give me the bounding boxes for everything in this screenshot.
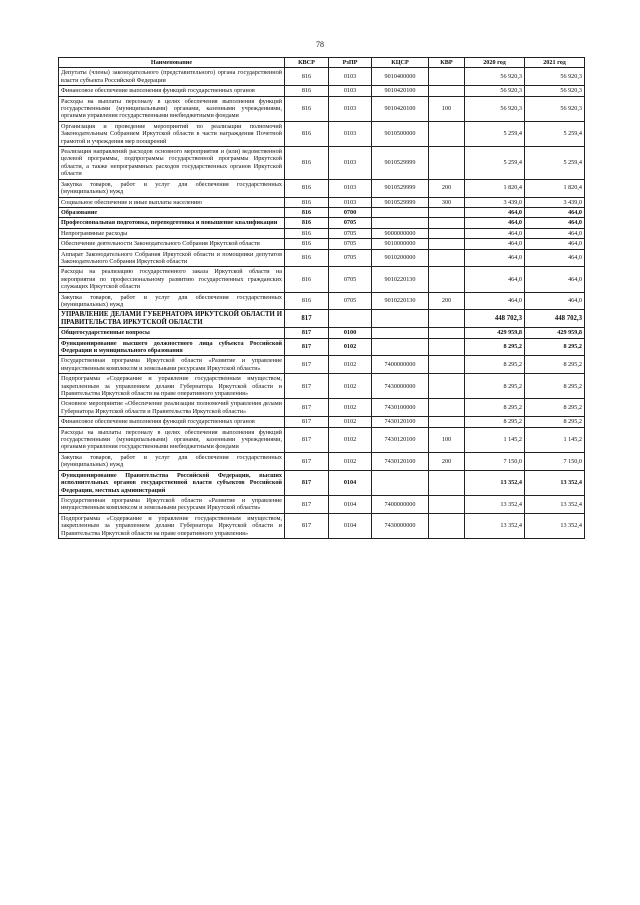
- cell-kvr: 100: [429, 427, 465, 452]
- cell-name: Закупка товаров, работ и услуг для обеспечения государственных (муниципальных) нужд: [59, 292, 285, 310]
- cell-rzpr: 0705: [329, 267, 372, 292]
- cell-2020: 464,0: [465, 292, 525, 310]
- cell-name: Расходы на выплаты персоналу в целях обеспечения выполнения функций государственными (муниципальными) органами, казенными учреждениями, органами управления государственными внебюджетными фондами: [59, 427, 285, 452]
- cell-2021: 56 920,3: [525, 86, 585, 96]
- cell-kvr: [429, 356, 465, 374]
- cell-kcsr: 7430100000: [372, 399, 429, 417]
- cell-kvsr: 816: [285, 121, 329, 146]
- cell-kvr: [429, 121, 465, 146]
- cell-rzpr: 0705: [329, 239, 372, 249]
- cell-2020: 13 352,4: [465, 513, 525, 538]
- header-rzpr: РзПР: [329, 58, 372, 68]
- cell-kvr: 200: [429, 452, 465, 470]
- cell-2021: 5 259,4: [525, 147, 585, 180]
- cell-2020: 1 145,2: [465, 427, 525, 452]
- cell-kvr: [429, 470, 465, 495]
- header-kvr: КВР: [429, 58, 465, 68]
- cell-kvr: [429, 310, 465, 328]
- cell-kvsr: 816: [285, 179, 329, 197]
- cell-kcsr: 7430000000: [372, 374, 429, 399]
- cell-2021: 464,0: [525, 292, 585, 310]
- cell-2021: 5 259,4: [525, 121, 585, 146]
- cell-2021: 7 150,0: [525, 452, 585, 470]
- cell-kvsr: 816: [285, 147, 329, 180]
- cell-kvsr: 816: [285, 197, 329, 207]
- cell-kcsr: 9010220130: [372, 292, 429, 310]
- cell-kvsr: 817: [285, 452, 329, 470]
- cell-kvr: [429, 207, 465, 217]
- cell-2020: 464,0: [465, 207, 525, 217]
- cell-2021: 464,0: [525, 239, 585, 249]
- cell-2021: 464,0: [525, 218, 585, 228]
- cell-rzpr: 0103: [329, 96, 372, 121]
- cell-name: Реализация направлений расходов основного мероприятия и (или) ведомственной целевой программы, подпрограммы государственной программы Иркутской области, а также непрограммных расходов государственных органов Иркутской области: [59, 147, 285, 180]
- cell-kvsr: 816: [285, 68, 329, 86]
- table-header-row: [59, 58, 585, 68]
- header-kcsr: КЦСР: [372, 58, 429, 68]
- cell-2021: 56 920,3: [525, 96, 585, 121]
- cell-kvr: [429, 228, 465, 238]
- cell-name: Основное мероприятие «Обеспечение реализации полномочий управления делами Губернатора Иркутской области и Правительства Иркутской области»: [59, 399, 285, 417]
- cell-rzpr: 0103: [329, 179, 372, 197]
- cell-name: Функционирование Правительства Российской Федерации, высших исполнительных органов государственной власти субъектов Российской Федерации, местных администраций: [59, 470, 285, 495]
- table-row: [59, 310, 585, 328]
- table-row: [59, 86, 585, 96]
- cell-kcsr: [372, 310, 429, 328]
- cell-kvsr: 816: [285, 86, 329, 96]
- cell-kvsr: 816: [285, 207, 329, 217]
- cell-kvr: [429, 147, 465, 180]
- cell-name: Обеспечение деятельности Законодательного Собрания Иркутской области: [59, 239, 285, 249]
- cell-rzpr: 0700: [329, 207, 372, 217]
- cell-kcsr: 9010220130: [372, 267, 429, 292]
- cell-rzpr: 0104: [329, 495, 372, 513]
- cell-rzpr: 0103: [329, 68, 372, 86]
- cell-2020: 464,0: [465, 239, 525, 249]
- cell-2021: 8 295,2: [525, 356, 585, 374]
- cell-rzpr: 0103: [329, 86, 372, 96]
- cell-2020: 7 150,0: [465, 452, 525, 470]
- cell-2020: 8 295,2: [465, 417, 525, 427]
- table-row: [59, 328, 585, 338]
- cell-2021: 464,0: [525, 249, 585, 267]
- cell-kcsr: [372, 218, 429, 228]
- cell-kcsr: 9010529999: [372, 197, 429, 207]
- table-body: [59, 68, 585, 539]
- cell-kcsr: 9010000000: [372, 239, 429, 249]
- cell-kcsr: [372, 338, 429, 356]
- cell-2020: 56 920,3: [465, 68, 525, 86]
- cell-2021: 464,0: [525, 267, 585, 292]
- cell-2021: 8 295,2: [525, 374, 585, 399]
- cell-kcsr: 7400000000: [372, 495, 429, 513]
- table-row: [59, 374, 585, 399]
- cell-kcsr: 7430000000: [372, 513, 429, 538]
- cell-name: Расходы на выплаты персоналу в целях обеспечения выполнения функций государственными (муниципальными) органами, казенными учреждениями, органами управления государственными внебюджетными фондами: [59, 96, 285, 121]
- cell-rzpr: 0103: [329, 147, 372, 180]
- cell-kcsr: 9010200000: [372, 249, 429, 267]
- cell-kvr: 100: [429, 96, 465, 121]
- cell-name: Профессиональная подготовка, переподготовка и повышение квалификации: [59, 218, 285, 228]
- table-row: [59, 147, 585, 180]
- table-row: [59, 495, 585, 513]
- cell-2020: 8 295,2: [465, 338, 525, 356]
- table-row: [59, 249, 585, 267]
- cell-kvsr: 817: [285, 310, 329, 328]
- cell-kvr: [429, 328, 465, 338]
- cell-name: Расходы на реализацию государственного заказа Иркутской области на мероприятия по профессиональному развитию государственных гражданских служащих Иркутской области: [59, 267, 285, 292]
- cell-kcsr: 9010529999: [372, 179, 429, 197]
- cell-kvsr: 817: [285, 495, 329, 513]
- cell-kvsr: 816: [285, 218, 329, 228]
- cell-kvsr: 816: [285, 249, 329, 267]
- cell-kcsr: 7430120100: [372, 452, 429, 470]
- page-number: 78: [316, 40, 324, 49]
- table-row: [59, 356, 585, 374]
- cell-kvr: [429, 239, 465, 249]
- cell-name: Подпрограмма «Содержание и управление государственным имуществом, закрепленным за управлением делами Губернатора Иркутской области и Правительства Иркутской области на праве оперативного управления»: [59, 513, 285, 538]
- cell-name: Государственная программа Иркутской области «Развитие и управление имущественным комплексом и земельными ресурсами Иркутской области»: [59, 356, 285, 374]
- table-row: [59, 399, 585, 417]
- cell-kcsr: 9010420100: [372, 86, 429, 96]
- header-kvsr: КВСР: [285, 58, 329, 68]
- cell-rzpr: 0102: [329, 338, 372, 356]
- cell-2020: 56 920,3: [465, 96, 525, 121]
- header-2021: 2021 год: [525, 58, 585, 68]
- cell-kvr: [429, 399, 465, 417]
- table-row: [59, 239, 585, 249]
- cell-kvsr: 817: [285, 328, 329, 338]
- cell-2020: 464,0: [465, 228, 525, 238]
- cell-2020: 464,0: [465, 267, 525, 292]
- cell-kvr: [429, 338, 465, 356]
- cell-2020: 448 702,3: [465, 310, 525, 328]
- cell-kvsr: 816: [285, 96, 329, 121]
- cell-kcsr: 9010529999: [372, 147, 429, 180]
- cell-kcsr: 9010400000: [372, 68, 429, 86]
- cell-name: Закупка товаров, работ и услуг для обеспечения государственных (муниципальных) нужд: [59, 452, 285, 470]
- cell-2020: 429 959,8: [465, 328, 525, 338]
- cell-2021: 1 820,4: [525, 179, 585, 197]
- cell-2021: 448 702,3: [525, 310, 585, 328]
- table-row: [59, 470, 585, 495]
- table-row: [59, 96, 585, 121]
- table-row: [59, 68, 585, 86]
- cell-name: Депутаты (члены) законодательного (представительного) органа государственной власти субъекта Российской Федерации: [59, 68, 285, 86]
- cell-kvsr: 817: [285, 374, 329, 399]
- cell-2021: 13 352,4: [525, 470, 585, 495]
- cell-2021: 8 295,2: [525, 417, 585, 427]
- table-row: [59, 338, 585, 356]
- cell-kvr: 200: [429, 292, 465, 310]
- cell-2021: 13 352,4: [525, 495, 585, 513]
- cell-2021: 13 352,4: [525, 513, 585, 538]
- header-name: Наименование: [59, 58, 285, 68]
- cell-2020: 3 439,0: [465, 197, 525, 207]
- table-row: [59, 267, 585, 292]
- cell-rzpr: 0705: [329, 249, 372, 267]
- cell-kcsr: [372, 470, 429, 495]
- cell-kvr: [429, 68, 465, 86]
- cell-kvsr: 817: [285, 399, 329, 417]
- cell-2021: 3 439,0: [525, 197, 585, 207]
- cell-rzpr: [329, 310, 372, 328]
- cell-rzpr: 0102: [329, 452, 372, 470]
- cell-kvsr: 817: [285, 470, 329, 495]
- cell-2020: 13 352,4: [465, 470, 525, 495]
- cell-kcsr: 9010500000: [372, 121, 429, 146]
- cell-rzpr: 0104: [329, 470, 372, 495]
- cell-kvr: [429, 249, 465, 267]
- cell-kvr: [429, 417, 465, 427]
- table-row: [59, 179, 585, 197]
- cell-rzpr: 0102: [329, 427, 372, 452]
- cell-kvr: [429, 513, 465, 538]
- budget-table: [58, 57, 585, 539]
- cell-name: Функционирование высшего должностного лица субъекта Российской Федерации и муниципального образования: [59, 338, 285, 356]
- table-row: [59, 452, 585, 470]
- table-row: [59, 121, 585, 146]
- cell-kcsr: 9000000000: [372, 228, 429, 238]
- cell-2020: 464,0: [465, 249, 525, 267]
- cell-name: Финансовое обеспечение выполнения функций государственных органов: [59, 86, 285, 96]
- table-row: [59, 427, 585, 452]
- cell-kvsr: 817: [285, 356, 329, 374]
- cell-kvsr: 817: [285, 427, 329, 452]
- cell-rzpr: 0102: [329, 356, 372, 374]
- cell-name: Непрограммные расходы: [59, 228, 285, 238]
- cell-kvsr: 816: [285, 239, 329, 249]
- cell-kcsr: [372, 328, 429, 338]
- cell-kvsr: 817: [285, 417, 329, 427]
- cell-2020: 8 295,2: [465, 399, 525, 417]
- table-row: [59, 228, 585, 238]
- cell-rzpr: 0103: [329, 197, 372, 207]
- cell-kvr: [429, 218, 465, 228]
- cell-rzpr: 0100: [329, 328, 372, 338]
- cell-kvr: [429, 495, 465, 513]
- cell-kvr: 300: [429, 197, 465, 207]
- cell-rzpr: 0102: [329, 399, 372, 417]
- cell-kvr: 200: [429, 179, 465, 197]
- table-row: [59, 417, 585, 427]
- cell-2020: 5 259,4: [465, 121, 525, 146]
- cell-2020: 8 295,2: [465, 356, 525, 374]
- cell-2021: 464,0: [525, 228, 585, 238]
- cell-kvr: [429, 267, 465, 292]
- table-row: [59, 292, 585, 310]
- cell-name: Финансовое обеспечение выполнения функций государственных органов: [59, 417, 285, 427]
- cell-rzpr: 0103: [329, 121, 372, 146]
- cell-2020: 13 352,4: [465, 495, 525, 513]
- cell-kvsr: 816: [285, 267, 329, 292]
- cell-name: УПРАВЛЕНИЕ ДЕЛАМИ ГУБЕРНАТОРА ИРКУТСКОЙ ОБЛАСТИ И ПРАВИТЕЛЬСТВА ИРКУТСКОЙ ОБЛАСТИ: [59, 310, 285, 328]
- cell-name: Подпрограмма «Содержание и управление государственным имуществом, закрепленным за управлением делами Губернатора Иркутской области и Правительства Иркутской области на праве оперативного управления»: [59, 374, 285, 399]
- table-row: [59, 197, 585, 207]
- cell-kvr: [429, 374, 465, 399]
- table-row: [59, 513, 585, 538]
- cell-rzpr: 0705: [329, 292, 372, 310]
- cell-kvsr: 816: [285, 292, 329, 310]
- cell-name: Государственная программа Иркутской области «Развитие и управление имущественным комплексом и земельными ресурсами Иркутской области»: [59, 495, 285, 513]
- cell-rzpr: 0705: [329, 228, 372, 238]
- cell-kvr: [429, 86, 465, 96]
- cell-2021: 56 920,3: [525, 68, 585, 86]
- cell-rzpr: 0705: [329, 218, 372, 228]
- cell-name: Образование: [59, 207, 285, 217]
- cell-2021: 1 145,2: [525, 427, 585, 452]
- cell-2020: 8 295,2: [465, 374, 525, 399]
- table-row: [59, 218, 585, 228]
- cell-kvsr: 817: [285, 513, 329, 538]
- cell-kcsr: 7400000000: [372, 356, 429, 374]
- cell-2021: 429 959,8: [525, 328, 585, 338]
- cell-name: Закупка товаров, работ и услуг для обеспечения государственных (муниципальных) нужд: [59, 179, 285, 197]
- cell-rzpr: 0102: [329, 374, 372, 399]
- cell-2020: 1 820,4: [465, 179, 525, 197]
- cell-2021: 8 295,2: [525, 399, 585, 417]
- cell-name: Организация и проведение мероприятий по реализации полномочий Законодательным Собранием Иркутской области в части награждения Почетной грамотой и учреждения мер поощрений: [59, 121, 285, 146]
- cell-2020: 5 259,4: [465, 147, 525, 180]
- cell-name: Социальное обеспечение и иные выплаты населению: [59, 197, 285, 207]
- cell-name: Общегосударственные вопросы: [59, 328, 285, 338]
- table-row: [59, 207, 585, 217]
- cell-rzpr: 0102: [329, 417, 372, 427]
- cell-name: Аппарат Законодательного Собрания Иркутской области и помощники депутатов Законодательного Собрания Иркутской области: [59, 249, 285, 267]
- cell-kcsr: 9010420100: [372, 96, 429, 121]
- cell-2021: 464,0: [525, 207, 585, 217]
- cell-2021: 8 295,2: [525, 338, 585, 356]
- cell-kcsr: [372, 207, 429, 217]
- cell-2020: 464,0: [465, 218, 525, 228]
- cell-rzpr: 0104: [329, 513, 372, 538]
- cell-kvsr: 816: [285, 228, 329, 238]
- cell-kvsr: 817: [285, 338, 329, 356]
- cell-2020: 56 920,3: [465, 86, 525, 96]
- cell-kcsr: 7430120100: [372, 427, 429, 452]
- header-2020: 2020 год: [465, 58, 525, 68]
- cell-kcsr: 7430120100: [372, 417, 429, 427]
